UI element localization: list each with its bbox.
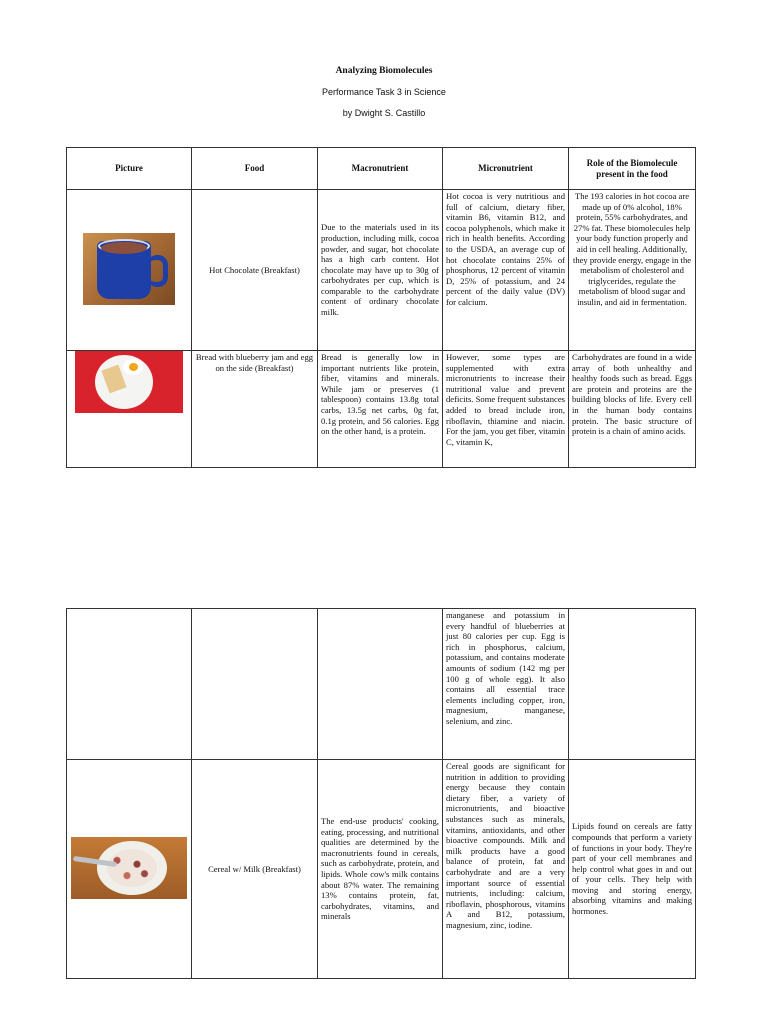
document-subtitle: Performance Task 3 in Science bbox=[322, 87, 446, 97]
food-cell: Hot Chocolate (Breakfast) bbox=[192, 190, 318, 351]
biomolecule-table-continued bbox=[66, 608, 696, 979]
micronutrient-cell: manganese and potassium in every handful of blueberries at just 80 calories per cup. Egg is rich in phosphorus, calcium, potassium, and contains moderate amounts of sodium (142 mg per 100 g of whole egg). It also contains all essential trace elements including copper, iron, magnesium, manganese, selenium, and zinc. bbox=[443, 609, 569, 760]
food-cell: Bread with blueberry jam and egg on the side (Breakfast) bbox=[192, 351, 318, 468]
cereal-with-milk-photo bbox=[71, 837, 187, 899]
role-cell: The 193 calories in hot cocoa are made up of 0% alcohol, 18% protein, 55% carbohydrates, and 27% fat. These biomolecules help your body function properly and aid in cell healing. Additionally, they provide energy, engage in the metabolism of cholesterol and triglycerides, regulate the metabolism of blood sugar and insulin, and aid in fermentation. bbox=[569, 190, 696, 351]
table-row bbox=[67, 760, 696, 979]
micronutrient-cell: However, some types are supplemented with extra micronutrients to increase their nutritional value and prevent deficits. Some frequent substances added to bread include iron, riboflavin, thiamine and niacin. For the jam, you get fiber, vitamin C, vitamin K, bbox=[443, 351, 569, 468]
picture-cell bbox=[67, 609, 192, 760]
micronutrient-cell: Cereal goods are significant for nutrition in addition to providing energy because they contain dietary fiber, a variety of micronutrients, and bioactive substances such as minerals, vitamins, antioxidants, and other bioactive compounds. Milk and milk products have a good balance of protein, fat and carbohydrate and are a very important source of essential nutrients, including: calcium, riboflavin, phosphorous, vitamins A and B12, potassium, magnesium, zinc, iodine. bbox=[443, 760, 569, 979]
picture-cell bbox=[67, 351, 192, 468]
macronutrient-cell: The end-use products' cooking, eating, processing, and nutritional qualities are determined by the macronutrients found in cereals, such as carbohydrate, protein, and lipids. Whole cow's milk contains about 87% water. The remaining 13% contains protein, fat, carbohydrates, vitamins, and minerals bbox=[318, 760, 443, 979]
bread-and-egg-photo bbox=[75, 351, 183, 413]
document-title: Analyzing Biomolecules bbox=[335, 66, 433, 76]
column-header-role: Role of the Biomolecule present in the food bbox=[569, 148, 696, 190]
table-row bbox=[67, 609, 696, 760]
food-cell bbox=[192, 609, 318, 760]
column-header-macronutrient: Macronutrient bbox=[318, 148, 443, 190]
document-author: by Dwight S. Castillo bbox=[342, 108, 426, 118]
picture-cell bbox=[67, 190, 192, 351]
micronutrient-cell: Hot cocoa is very nutritious and full of calcium, dietary fiber, vitamin B6, vitamin B12, and cocoa polyphenols, which make it rich in health benefits. According to the USDA, an average cup of hot chocolate contains 25% of phosphorus, 12 percent of vitamin D, 25% of potassium, and 24 percent of the daily value (DV) for calcium. bbox=[443, 190, 569, 351]
table-header-row bbox=[67, 148, 696, 190]
column-header-picture: Picture bbox=[67, 148, 192, 190]
picture-cell bbox=[67, 760, 192, 979]
macronutrient-cell: Due to the materials used in its production, including milk, cocoa powder, and sugar, hot chocolate has a high carb content. Hot chocolate may have up to 30g of carbohydrates per cup, which is comparable to the carbohydrate content of ordinary chocolate milk. bbox=[318, 190, 443, 351]
role-cell: Carbohydrates are found in a wide array of both unhealthy and healthy foods such as bread. Eggs are protein and proteins are the building blocks of life. Every cell in the human body contains protein. The basic structure of protein is a chain of amino acids. bbox=[569, 351, 696, 468]
table-row bbox=[67, 190, 696, 351]
biomolecule-table bbox=[66, 147, 696, 468]
role-cell: Lipids found on cereals are fatty compounds that perform a variety of functions in your body. They're part of your cell membranes and help control what goes in and out of your cells. They help with moving and storing energy, absorbing vitamins and making hormones. bbox=[569, 760, 696, 979]
macronutrient-cell bbox=[318, 609, 443, 760]
hot-chocolate-photo bbox=[83, 233, 175, 305]
role-cell bbox=[569, 609, 696, 760]
food-cell: Cereal w/ Milk (Breakfast) bbox=[192, 760, 318, 979]
column-header-micronutrient: Micronutrient bbox=[443, 148, 569, 190]
table-row bbox=[67, 351, 696, 468]
column-header-food: Food bbox=[192, 148, 318, 190]
macronutrient-cell: Bread is generally low in important nutrients like protein, fiber, vitamins and minerals. While jam or preserves (1 tablespoon) contains 13.8g total carbs, 13.5g net carbs, 0g fat, 0.1g protein, and 56 calories. Egg on the other hand, is a protein. bbox=[318, 351, 443, 468]
